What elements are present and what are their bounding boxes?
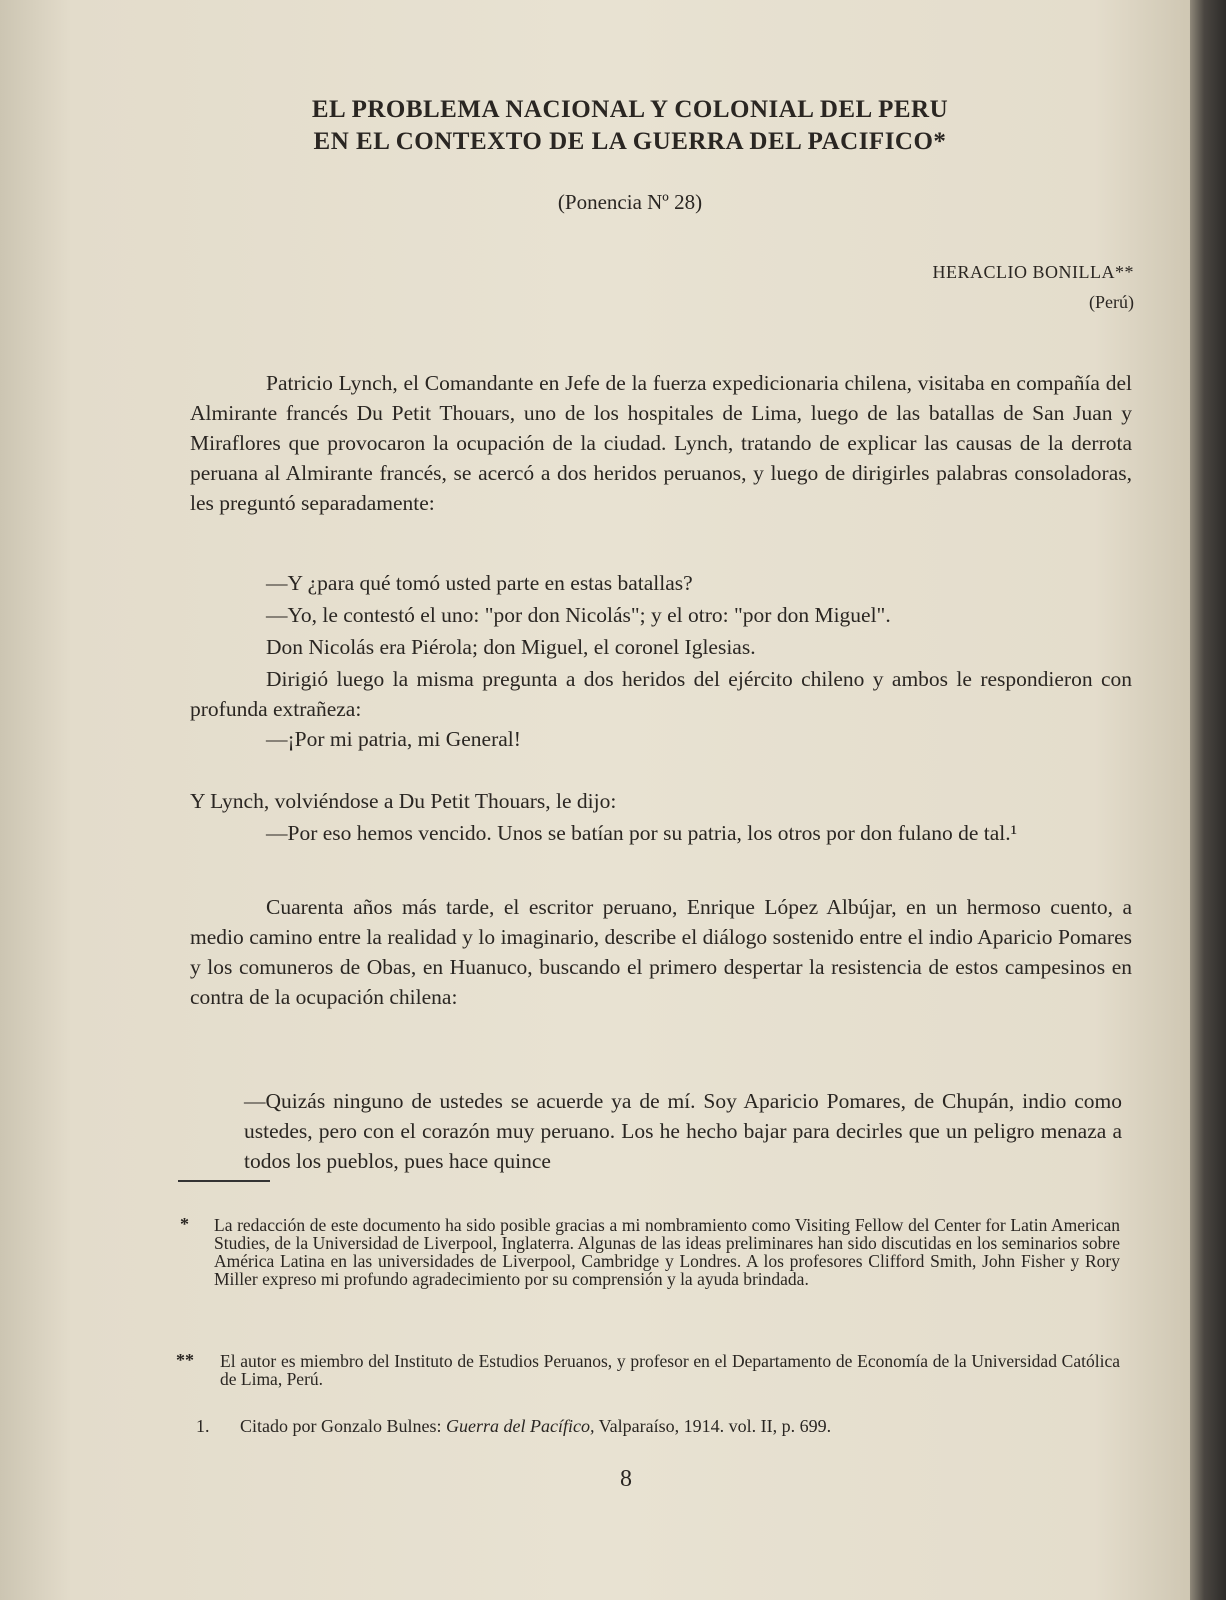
block-quote: —Quizás ninguno de ustedes se acuerde ya de mí. Soy Aparicio Pomares, de Chupán, indio como ustedes, pero con el corazón muy peruano. Los he hecho bajar para decirles que un peligro menaza a todos los pueblos, pues hace quince: [244, 1089, 1122, 1173]
footnote-3: [196, 1416, 1122, 1437]
footnote-2: El autor es miembro del Instituto de Estudios Peruanos, y profesor en el Departamento de Economía de la Universidad Católica de Lima, Perú.: [220, 1351, 1120, 1389]
footnote-2-mark: **: [176, 1350, 194, 1370]
dialogue-5: —Por eso hemos vencido. Unos se batían por su patria, los otros por don fulano de tal.¹: [266, 821, 1018, 845]
footnote-1: La redacción de este documento ha sido posible gracias a mi nombramiento como Visiting Fellow del Center for Latin American Studies, de la Universidad de Liverpool, Inglaterra. Algunas de las ideas preliminares han sido discutidas en los seminarios sobre América Latina en las universidades de Liverpool, Cambridge y Londres. A los profesores Clifford Smith, John Fisher y Rory Miller expreso mi profundo agradecimiento por su comprensión y la ayuda brindada.: [214, 1215, 1120, 1289]
paragraph-3: Y Lynch, volviéndose a Du Petit Thouars, le dijo:: [190, 789, 617, 813]
author-country: (Perú): [1089, 292, 1134, 312]
book-spine-shadow: [1190, 0, 1226, 1600]
dialogue-3: Don Nicolás era Piérola; don Miguel, el coronel Iglesias.: [266, 635, 756, 659]
footnote-3-suffix: Valparaíso, 1914. vol. II, p. 699.: [594, 1416, 832, 1436]
footnote-divider: [178, 1180, 270, 1182]
dialogue-4: —¡Por mi patria, mi General!: [266, 727, 521, 751]
title-line-2: EN EL CONTEXTO DE LA GUERRA DEL PACIFICO*: [313, 128, 947, 155]
ponencia-label: (Ponencia Nº 28): [557, 190, 703, 214]
paragraph-2: Dirigió luego la misma pregunta a dos heridos del ejército chileno y ambos le respondieron con profunda extrañeza:: [190, 667, 1132, 721]
footnote-3-prefix: Citado por Gonzalo Bulnes:: [240, 1416, 446, 1436]
dialogue-2: —Yo, le contestó el uno: "por don Nicolás"; y el otro: "por don Miguel".: [266, 603, 891, 627]
paragraph-4: Cuarenta años más tarde, el escritor peruano, Enrique López Albújar, en un hermoso cuento, a medio camino entre la realidad y lo imaginario, describe el diálogo sostenido entre el indio Aparicio Pomares y los comuneros de Obas, en Huanuco, buscando el primero despertar la resistencia de estos campesinos en contra de la ocupación chilena:: [190, 895, 1132, 1009]
dialogue-1: —Y ¿para qué tomó usted parte en estas batallas?: [266, 571, 693, 595]
footnote-1-mark: *: [180, 1214, 189, 1234]
footnote-3-title: Guerra del Pacífico,: [445, 1416, 595, 1436]
author-name: HERACLIO BONILLA**: [932, 262, 1134, 282]
footnote-3-number: 1.: [196, 1416, 210, 1436]
paragraph-1: Patricio Lynch, el Comandante en Jefe de la fuerza expedicionaria chilena, visitaba en compañía del Almirante francés Du Petit Thouars, uno de los hospitales de Lima, luego de las batallas de San Juan y Miraflores que provocaron la ocupación de la ciudad. Lynch, tratando de explicar las causas de la derrota peruana al Almirante francés, se acercó a dos heridos peruanos, y luego de dirigirles palabras consoladoras, les preguntó separadamente:: [190, 371, 1132, 515]
page-number: 8: [620, 1466, 632, 1492]
title-line-1: EL PROBLEMA NACIONAL Y COLONIAL DEL PERU: [311, 96, 949, 123]
